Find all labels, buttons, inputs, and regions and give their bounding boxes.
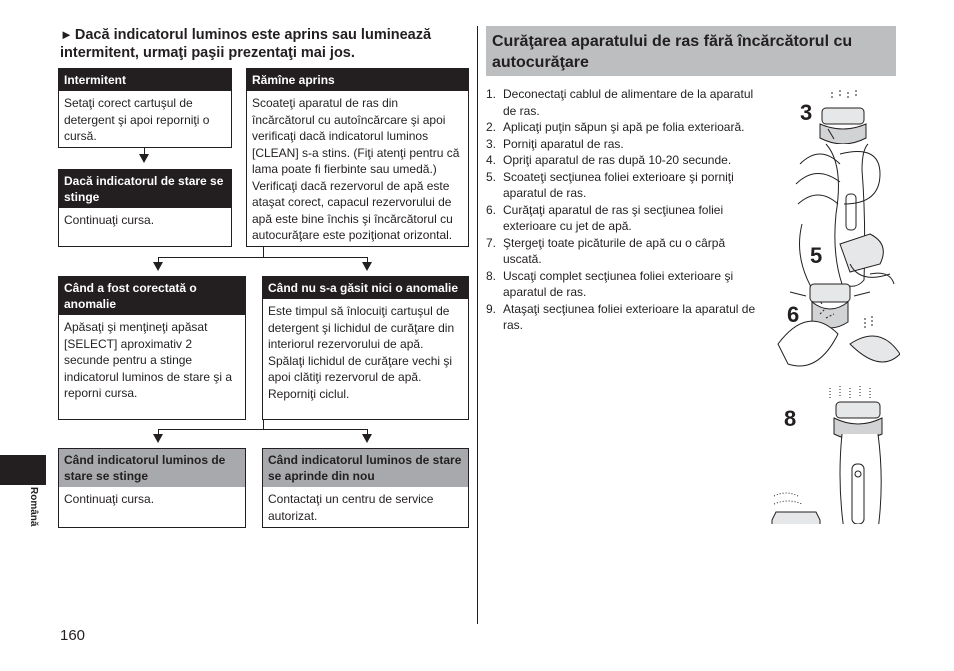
step-text: Porniţi aparatul de ras. [503,136,624,151]
connector-line [158,429,368,430]
step-item [486,202,761,235]
step-number: 9. [486,301,497,316]
box-nicio-anomalie [262,276,469,420]
box-title: Când indicatorul luminos de stare se stinge [59,449,245,487]
step-item [486,235,761,268]
connector-line [263,247,264,257]
step-text: Ştergeţi toate picăturile de apă cu o cârpă uscată. [503,235,726,266]
arrow-down-icon [139,154,149,163]
step-number: 6. [486,202,497,217]
box-title: Când indicatorul luminos de stare se aprinde din nou [263,449,468,487]
step-number: 1. [486,87,497,101]
box-body: Apăsaţi şi menţineţi apăsat [SELECT] aproximativ 2 secunde pentru a stinge indicatorul luminos de stare şi a reporni cursa. [64,320,233,400]
cleaning-steps-list [486,86,761,334]
illustration-label: 8 [784,406,797,431]
step-text: Uscaţi complet secţiunea foliei exterioare şi aparatul de ras. [503,268,734,299]
page-number: 160 [60,627,86,644]
arrow-down-icon [153,434,163,443]
step-number: 8. [486,268,497,283]
step-text: Aplicaţi puţin săpun şi apă pe folia exterioară. [503,120,745,134]
step-item [486,268,761,301]
box-title: Dacă indicatorul de stare se stinge [59,170,231,208]
rinse-illustration [778,284,900,366]
step-number: 5. [486,169,497,184]
section-heading [60,26,460,62]
step-item [486,86,761,119]
box-indicator-se-stinge [58,448,246,528]
box-body: Scoateţi aparatul de ras din încărcătorul cu autoîncărcare şi apoi verificaţi dacă indicatorul luminos [CLEAN] s-a stins. (Fiţi atenţi pentru că lama poate fi fierbinte sau umedă.) Verificaţi dacă rezervorul de apă este ataşat corect, capacul rezervorului de apă este bine închis şi încărcătorul cu autocurăţare este poziţionat orizontal. [252,96,460,242]
box-body: Contactaţi un centru de service autorizat. [268,492,434,523]
box-anomalie-corectata [58,276,246,420]
connector-line [158,257,368,258]
step-item [486,169,761,202]
illustration-label: 6 [787,302,800,327]
box-body: Este timpul să înlocuiţi cartuşul de detergent şi lichidul de curăţare din interiorul rezervorului de apă. Spălaţi lichidul de curăţare vechi şi apoi clătiţi rezervorul de apă. Reporniţi ciclul. [268,304,455,401]
step-number: 4. [486,153,497,167]
box-title: Rămîne aprins [247,69,468,91]
step-text: Opriţi aparatul de ras după 10-20 secunde. [503,153,732,167]
step-text: Scoateţi secţiunea foliei exterioare şi porniţi aparatul de ras. [503,169,734,200]
box-stare-se-stinge [58,169,232,247]
step-item [486,119,761,136]
step-number: 7. [486,235,497,250]
arrow-down-icon [362,434,372,443]
shaver-in-hand-illustration [796,90,880,304]
step-text: Curăţaţi aparatul de ras şi secţiunea foliei exterioare cu jet de apă. [503,202,724,233]
step-number: 2. [486,120,497,134]
triangle-marker-icon: ► [60,27,73,42]
box-body: Continuaţi cursa. [64,213,155,227]
step-text: Ataşaţi secţiunea foliei exterioare la aparatul de ras. [503,301,756,332]
box-intermitent [58,68,232,148]
language-label: Română [28,487,39,527]
language-tab [0,455,46,485]
box-body: Continuaţi cursa. [64,492,155,506]
drying-illustration [772,386,882,524]
box-indicator-se-aprinde [262,448,469,528]
illustration-label: 3 [800,100,813,125]
box-ramane-aprins [246,68,469,247]
box-body: Setaţi corect cartuşul de detergent şi apoi reporniţi o cursă. [64,96,210,143]
step-number: 3. [486,136,497,151]
box-title: Când nu s-a găsit nici o anomalie [263,277,468,299]
step-item [486,152,761,169]
step-text: Deconectaţi cablul de alimentare de la aparatul de ras. [503,87,754,118]
cleaning-section-title: Curăţarea aparatului de ras fără încărcătorul cu autocurăţare [486,26,896,76]
shaver-illustrations [770,84,900,524]
arrow-down-icon [362,262,372,271]
arrow-down-icon [153,262,163,271]
step-item [486,136,761,153]
box-title: Când a fost corectată o anomalie [59,277,245,315]
heading-text: Dacă indicatorul luminos este aprins sau luminează intermitent, urmaţi paşii prezentaţi mai jos. [60,27,432,61]
connector-line [263,420,264,429]
step-item [486,301,761,334]
illustration-label: 5 [810,243,823,268]
box-title: Intermitent [59,69,231,91]
column-divider [477,26,478,624]
